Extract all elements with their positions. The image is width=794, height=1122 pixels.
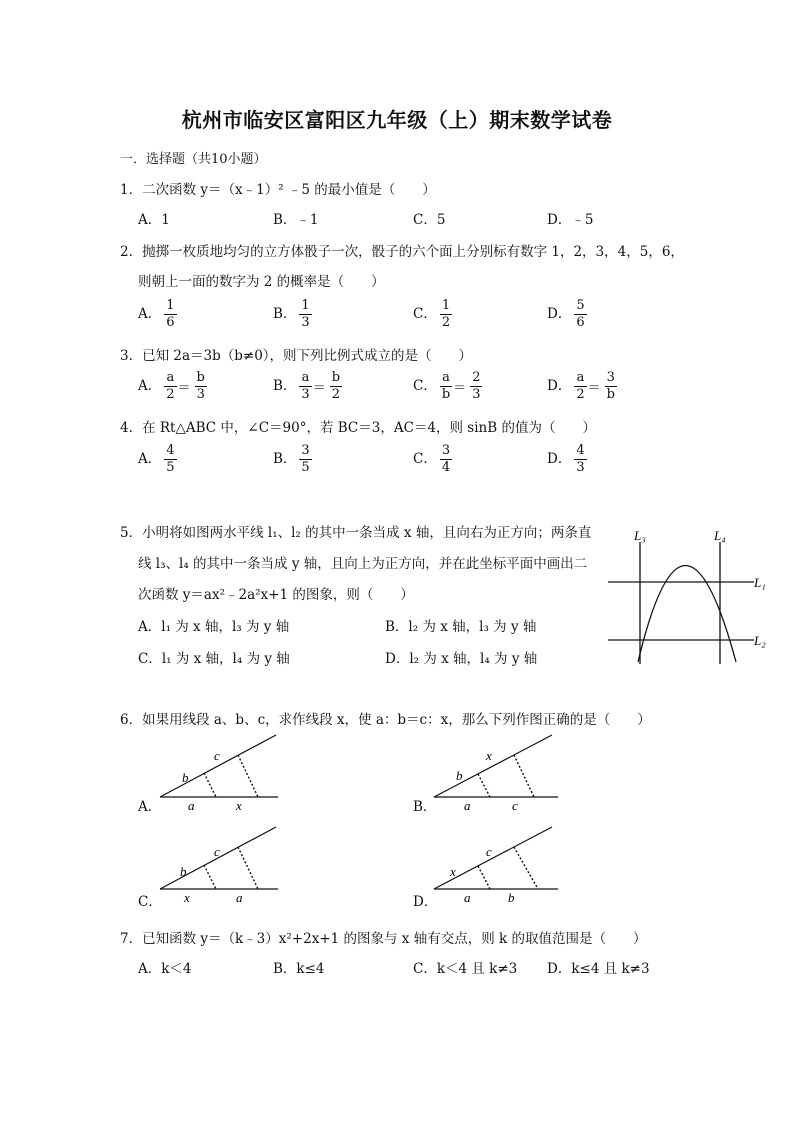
question-1-stem: 1．二次函数 y＝（x﹣1）² ﹣5 的最小值是（ ） [120, 182, 436, 198]
svg-text:x: x [236, 798, 242, 813]
svg-text:c: c [512, 798, 518, 813]
q6-figure-a [158, 730, 283, 815]
q5-option-a[interactable]: A．l₁ 为 x 轴，l₃ 为 y 轴 [138, 619, 290, 635]
svg-text:a: a [188, 798, 195, 813]
q2-option-d[interactable]: D． $\frac{5}{6}$ [547, 298, 585, 330]
svg-text:x: x [450, 864, 456, 879]
svg-text:b: b [456, 768, 463, 783]
page-title: 杭州市临安区富阳区九年级（上）期末数学试卷 [181, 108, 613, 132]
q7-option-b[interactable]: B．k≤4 [273, 961, 325, 977]
q7-option-c[interactable]: C．k＜4 且 k≠3 [413, 961, 518, 977]
label-l4: L₄ [714, 528, 726, 543]
svg-text:a: a [464, 890, 471, 905]
q4-option-b[interactable]: B． $\frac{3}{5}$ [273, 443, 310, 475]
svg-text:c: c [486, 844, 492, 859]
q6-figure-d [432, 822, 562, 907]
parabola [638, 566, 736, 663]
fraction: $\frac{1}{3}$ [301, 298, 310, 330]
q6-option-a[interactable]: A． [138, 799, 162, 815]
q5-option-b[interactable]: B．l₂ 为 x 轴，l₃ 为 y 轴 [385, 619, 537, 635]
svg-text:b: b [182, 770, 189, 785]
fraction: $\frac{5}{6}$ [576, 298, 585, 330]
question-5-stem-line3: 次函数 y＝ax²﹣2a²x+1 的图象，则（ ） [138, 587, 414, 603]
q1-option-b[interactable]: B．﹣1 [273, 212, 319, 228]
q1-option-c[interactable]: C．5 [413, 212, 446, 228]
q4-option-c[interactable]: C． $\frac{3}{4}$ [413, 443, 451, 475]
q3-option-a[interactable]: A． $\frac{a}{2}$ ＝ $\frac{b}{3}$ [138, 370, 205, 402]
label-l1: L₁ [754, 575, 766, 590]
svg-text:b: b [508, 890, 515, 905]
question-3-stem: 3．已知 2a＝3b（b≠0），则下列比例式成立的是（ ） [120, 348, 473, 364]
q3-option-b[interactable]: B． $\frac{a}{3}$ ＝ $\frac{b}{2}$ [273, 370, 341, 402]
q4-option-a[interactable]: A． $\frac{4}{5}$ [138, 443, 175, 475]
svg-text:a: a [236, 890, 243, 905]
svg-text:x: x [184, 890, 190, 905]
q4-option-d[interactable]: D． $\frac{4}{3}$ [547, 443, 585, 475]
question-5-stem-line1: 5．小明将如图两水平线 l₁、l₂ 的其中一条当成 x 轴，且向右为正方向；两条直 [120, 525, 592, 541]
svg-text:c: c [214, 748, 220, 763]
q7-option-a[interactable]: A．k＜4 [138, 961, 192, 977]
question-2-stem-line1: 2．抛掷一枚质地均匀的立方体骰子一次，骰子的六个面上分别标有数字 1，2，3，4，5，6， [120, 244, 684, 260]
svg-text:a: a [464, 798, 471, 813]
q3-option-d[interactable]: D． $\frac{a}{2}$ ＝ $\frac{3}{b}$ [547, 370, 615, 402]
question-5-stem-line2: 线 l₃、l₄ 的其中一条当成 y 轴，且向上为正方向，并在此坐标平面中画出二 [138, 556, 588, 572]
section-heading: 一．选择题（共10小题） [120, 152, 267, 167]
question-6-stem: 6．如果用线段 a、b、c，求作线段 x，使 a：b＝c：x，那么下列作图正确的是（ ） [120, 712, 651, 728]
q5-option-d[interactable]: D．l₂ 为 x 轴，l₄ 为 y 轴 [385, 651, 538, 667]
q6-option-b[interactable]: B． [413, 799, 437, 815]
question-2-stem-line2: 则朝上一面的数字为 2 的概率是（ ） [138, 274, 385, 290]
q2-option-b[interactable]: B． $\frac{1}{3}$ [273, 298, 310, 330]
fraction: $\frac{1}{6}$ [166, 298, 175, 330]
q7-option-d[interactable]: D．k≤4 且 k≠3 [547, 961, 650, 977]
q3-option-c[interactable]: C． $\frac{a}{b}$ ＝ $\frac{2}{3}$ [413, 370, 481, 402]
question-7-stem: 7．已知函数 y＝（k﹣3）x²+2x+1 的图象与 x 轴有交点，则 k 的取值范围是（ ） [120, 931, 647, 947]
q2-option-c[interactable]: C． $\frac{1}{2}$ [413, 298, 451, 330]
q6-figure-b [432, 730, 562, 815]
q6-option-d[interactable]: D． [413, 894, 438, 910]
svg-text:x: x [486, 748, 492, 763]
q6-option-c[interactable]: C． [138, 894, 162, 910]
fraction: $\frac{1}{2}$ [441, 298, 451, 330]
label-l2: L₂ [754, 633, 766, 648]
svg-text:b: b [180, 864, 187, 879]
question-4-stem: 4．在 Rt△ABC 中，∠C＝90°，若 BC＝3，AC＝4，则 sinB 的值为（ ） [120, 420, 596, 436]
q1-option-a[interactable]: A．1 [138, 212, 170, 228]
label-l3: L₃ [634, 528, 646, 543]
q1-option-d[interactable]: D．﹣5 [547, 212, 594, 228]
q5-graph-figure [604, 524, 774, 674]
q6-figure-c [158, 822, 283, 907]
svg-text:c: c [214, 844, 220, 859]
q2-option-a[interactable]: A． $\frac{1}{6}$ [138, 298, 175, 330]
q5-option-c[interactable]: C．l₁ 为 x 轴，l₄ 为 y 轴 [138, 651, 290, 667]
